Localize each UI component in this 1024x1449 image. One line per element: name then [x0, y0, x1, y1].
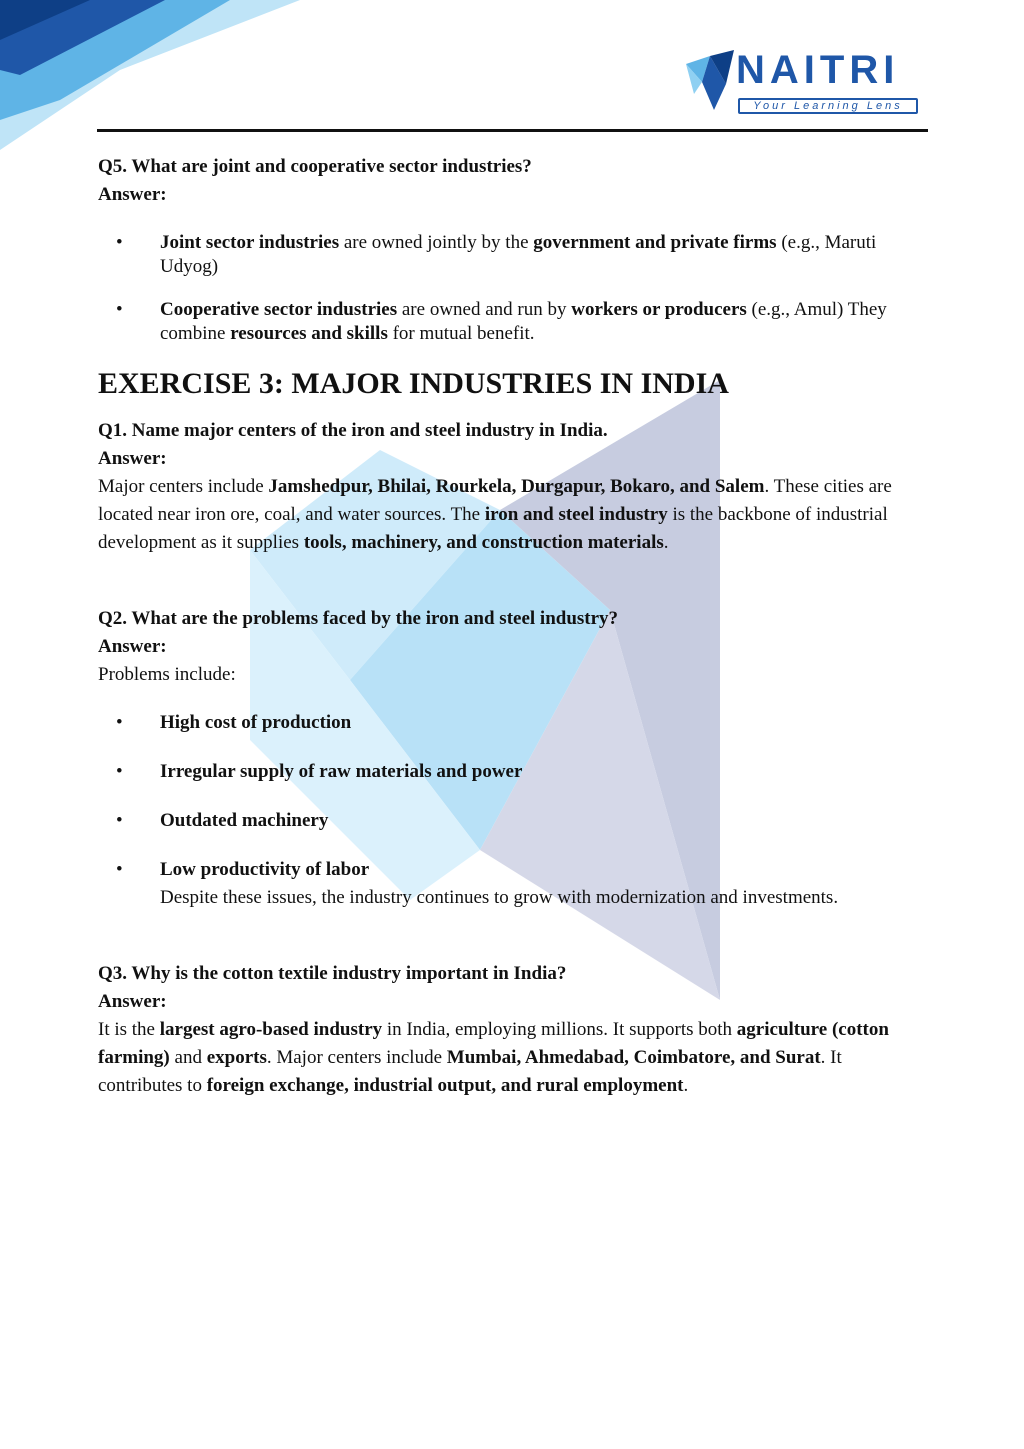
text: It is the — [98, 1019, 160, 1040]
brand-name: NAITRI — [736, 48, 900, 92]
list-item — [98, 298, 928, 346]
bold-term: Mumbai, Ahmedabad, Coimbatore, and Surat — [446, 1047, 821, 1068]
bold-term: agriculture (cotton farming) — [98, 1019, 889, 1068]
list-item — [98, 858, 928, 910]
q1-answer-text — [98, 473, 928, 557]
text: (e.g., Maruti Udyog) — [160, 232, 877, 277]
q3-answer-text — [98, 1016, 928, 1100]
bullet-icon: • — [116, 761, 123, 782]
q2-answer-label: Answer: — [98, 636, 167, 657]
q1-answer-label: Answer: — [98, 448, 167, 469]
exercise-heading: EXERCISE 3: MAJOR INDUSTRIES IN INDIA — [98, 367, 729, 400]
text: . It contributes to — [98, 1047, 842, 1096]
q3-question: Q3. Why is the cotton textile industry important in India? — [98, 963, 567, 984]
bold-term: government and private firms — [533, 232, 777, 253]
bold-term: Cooperative sector industries — [160, 299, 398, 320]
text: . These cities are located near iron ore, coal, and water sources. The — [98, 476, 892, 525]
text: are owned and run by — [397, 299, 572, 320]
list-item — [98, 711, 928, 735]
text: . — [683, 1075, 689, 1096]
bold-term: iron and steel industry — [484, 504, 668, 525]
header-rule — [97, 129, 928, 132]
problem-item: Low productivity of labor — [160, 859, 370, 880]
q5-question: Q5. What are joint and cooperative sector industries? — [98, 156, 532, 177]
bold-term: largest agro-based industry — [159, 1019, 383, 1040]
bullet-icon: • — [116, 712, 123, 733]
corner-decoration — [0, 0, 300, 160]
bold-term: exports — [206, 1047, 267, 1068]
text: are owned jointly by the — [339, 232, 534, 253]
text: is the backbone of industrial development as it supplies — [98, 504, 888, 553]
bold-term: tools, machinery, and construction materials — [303, 532, 664, 553]
text: Major centers include — [98, 476, 269, 497]
q2-closing-text: Despite these issues, the industry continues to grow with modernization and investments. — [160, 887, 839, 908]
problem-item: Outdated machinery — [160, 810, 329, 831]
bold-term: resources and skills — [230, 323, 388, 344]
q5-bullet-list — [98, 231, 928, 346]
q5-answer-label: Answer: — [98, 184, 167, 205]
document-body — [98, 153, 928, 1100]
text: . Major centers include — [266, 1047, 447, 1068]
bold-term: workers or producers — [571, 299, 747, 320]
bullet-icon: • — [116, 299, 123, 320]
bullet-icon: • — [116, 859, 123, 880]
bullet-icon: • — [116, 232, 123, 253]
text: . — [663, 532, 669, 553]
q2-problem-list — [98, 711, 928, 910]
problem-item: Irregular supply of raw materials and power — [160, 761, 523, 782]
q3-answer-label: Answer: — [98, 991, 167, 1012]
list-item — [98, 809, 928, 833]
list-item — [98, 760, 928, 784]
text: (e.g., Amul) They combine — [160, 299, 887, 344]
q2-intro: Problems include: — [98, 664, 236, 685]
q1-question: Q1. Name major centers of the iron and steel industry in India. — [98, 420, 608, 441]
text: for mutual benefit. — [387, 323, 535, 344]
q2-question: Q2. What are the problems faced by the iron and steel industry? — [98, 608, 619, 629]
bold-term: Jamshedpur, Bhilai, Rourkela, Durgapur, Bokaro, and Salem — [268, 476, 765, 497]
text: and — [169, 1047, 207, 1068]
bold-term: Joint sector industries — [160, 232, 340, 253]
brand-tagline: Your Learning Lens — [738, 98, 918, 114]
bullet-icon: • — [116, 810, 123, 831]
list-item — [98, 231, 928, 279]
text: in India, employing millions. It supports both — [382, 1019, 737, 1040]
bold-term: foreign exchange, industrial output, and rural employment — [206, 1075, 684, 1096]
problem-item: High cost of production — [160, 712, 352, 733]
